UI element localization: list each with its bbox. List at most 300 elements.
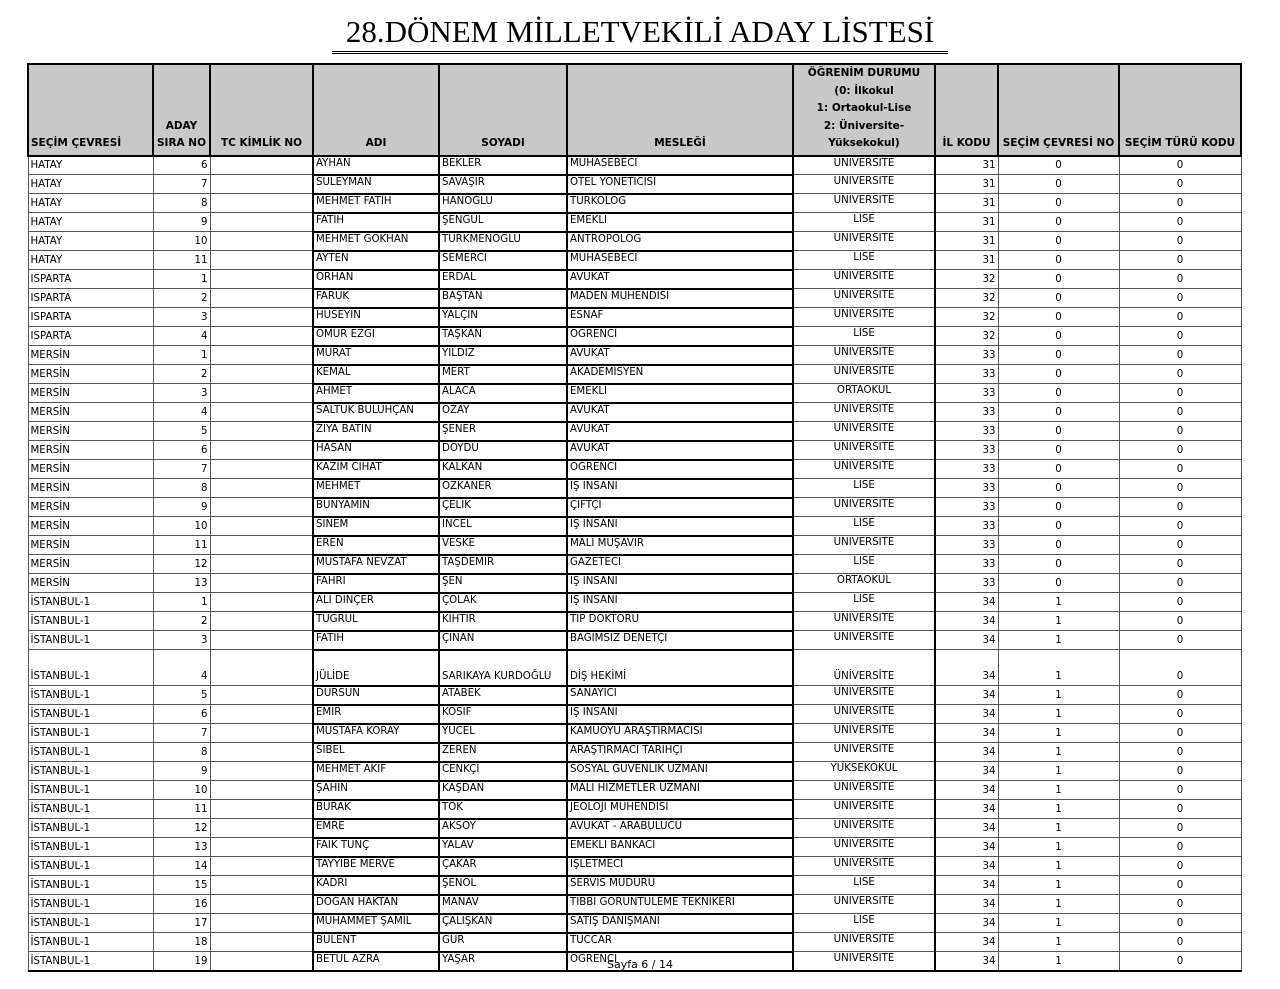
secim-cevresi-cell: HATAY xyxy=(28,251,153,270)
sira-no-cell: 10 xyxy=(153,517,210,536)
secim-cevresi-no-cell: 0 xyxy=(998,251,1119,270)
il-kodu-cell: 33 xyxy=(935,460,998,479)
tc-kimlik-cell xyxy=(210,650,313,686)
table-row xyxy=(28,933,1241,952)
table-row xyxy=(28,857,1241,876)
ogrenim-cell: LISE xyxy=(793,479,935,498)
table-row xyxy=(28,743,1241,762)
meslek-cell: EMEKLI xyxy=(567,213,793,232)
header-ogrenim-line4: 2: Üniversite- xyxy=(823,119,905,132)
sira-no-cell: 4 xyxy=(153,650,210,686)
sira-no-cell: 2 xyxy=(153,612,210,631)
header-aday-sira-no xyxy=(153,64,210,156)
meslek-cell: TIP DOKTORU xyxy=(567,612,793,631)
secim-turu-kodu-cell: 0 xyxy=(1119,536,1241,555)
adi-cell: BULENT xyxy=(313,933,439,952)
tc-kimlik-cell xyxy=(210,441,313,460)
adi-cell: AYHAN xyxy=(313,156,439,175)
tc-kimlik-cell xyxy=(210,213,313,232)
sira-no-cell: 13 xyxy=(153,574,210,593)
sira-no-cell: 8 xyxy=(153,479,210,498)
soyadi-cell: SARIKAYA KURDOĞLU xyxy=(439,650,567,686)
adi-cell: KEMAL xyxy=(313,365,439,384)
secim-cevresi-no-cell: 0 xyxy=(998,270,1119,289)
sira-no-cell: 8 xyxy=(153,743,210,762)
meslek-cell: MUHASEBECI xyxy=(567,156,793,175)
sira-no-cell: 16 xyxy=(153,895,210,914)
table-row xyxy=(28,914,1241,933)
secim-cevresi-cell: İSTANBUL-1 xyxy=(28,724,153,743)
secim-turu-kodu-cell: 0 xyxy=(1119,270,1241,289)
adi-cell: EREN xyxy=(313,536,439,555)
adi-cell: DOĞAN HAKTAN xyxy=(313,895,439,914)
secim-turu-kodu-cell: 0 xyxy=(1119,631,1241,650)
secim-cevresi-no-cell: 1 xyxy=(998,593,1119,612)
header-tc-kimlik-no: TC KİMLİK NO xyxy=(210,64,313,156)
secim-cevresi-cell: İSTANBUL-1 xyxy=(28,650,153,686)
sira-no-cell: 9 xyxy=(153,762,210,781)
il-kodu-cell: 33 xyxy=(935,346,998,365)
soyadi-cell: OZAY xyxy=(439,403,567,422)
secim-turu-kodu-cell: 0 xyxy=(1119,251,1241,270)
adi-cell: FATIH xyxy=(313,631,439,650)
il-kodu-cell: 32 xyxy=(935,289,998,308)
soyadi-cell: TOK xyxy=(439,800,567,819)
tc-kimlik-cell xyxy=(210,743,313,762)
meslek-cell: OTEL YONETICISI xyxy=(567,175,793,194)
il-kodu-cell: 34 xyxy=(935,743,998,762)
ogrenim-cell: UNIVERSITE xyxy=(793,838,935,857)
adi-cell: MURAT xyxy=(313,346,439,365)
soyadi-cell: TAŞKAN xyxy=(439,327,567,346)
soyadi-cell: SAVAŞIR xyxy=(439,175,567,194)
adi-cell: AHMET xyxy=(313,384,439,403)
secim-cevresi-cell: İSTANBUL-1 xyxy=(28,819,153,838)
table-row xyxy=(28,895,1241,914)
adi-cell: ŞAHIN xyxy=(313,781,439,800)
ogrenim-cell: UNIVERSITE xyxy=(793,194,935,213)
soyadi-cell: BEKLER xyxy=(439,156,567,175)
secim-turu-kodu-cell: 0 xyxy=(1119,232,1241,251)
ogrenim-cell: UNIVERSITE xyxy=(793,403,935,422)
sira-no-cell: 12 xyxy=(153,555,210,574)
tc-kimlik-cell xyxy=(210,781,313,800)
ogrenim-cell: UNIVERSITE xyxy=(793,346,935,365)
tc-kimlik-cell xyxy=(210,422,313,441)
tc-kimlik-cell xyxy=(210,175,313,194)
meslek-cell: ANTROPOLOG xyxy=(567,232,793,251)
secim-cevresi-cell: İSTANBUL-1 xyxy=(28,952,153,971)
secim-cevresi-no-cell: 1 xyxy=(998,762,1119,781)
adi-cell: MEHMET GOKHAN xyxy=(313,232,439,251)
table-row xyxy=(28,781,1241,800)
secim-cevresi-cell: MERSİN xyxy=(28,365,153,384)
secim-cevresi-cell: ISPARTA xyxy=(28,308,153,327)
table-row xyxy=(28,762,1241,781)
adi-cell: ÖMÜR EZGİ xyxy=(313,327,439,346)
secim-cevresi-cell: MERSİN xyxy=(28,441,153,460)
header-meslegi: MESLEĞİ xyxy=(567,64,793,156)
meslek-cell: BAĞIMSIZ DENETÇI xyxy=(567,631,793,650)
soyadi-cell: KAŞDAN xyxy=(439,781,567,800)
ogrenim-cell: UNIVERSITE xyxy=(793,232,935,251)
tc-kimlik-cell xyxy=(210,289,313,308)
meslek-cell: AVUKAT xyxy=(567,403,793,422)
soyadi-cell: TAŞDEMIR xyxy=(439,555,567,574)
secim-cevresi-no-cell: 0 xyxy=(998,232,1119,251)
il-kodu-cell: 31 xyxy=(935,232,998,251)
tc-kimlik-cell xyxy=(210,876,313,895)
adi-cell: KAZIM CIHAT xyxy=(313,460,439,479)
tc-kimlik-cell xyxy=(210,857,313,876)
secim-turu-kodu-cell: 0 xyxy=(1119,705,1241,724)
sira-no-cell: 1 xyxy=(153,593,210,612)
adi-cell: TAYYIBE MERVE xyxy=(313,857,439,876)
tc-kimlik-cell xyxy=(210,574,313,593)
sira-no-cell: 2 xyxy=(153,365,210,384)
table-row xyxy=(28,498,1241,517)
adi-cell: HASAN xyxy=(313,441,439,460)
sira-no-cell: 11 xyxy=(153,251,210,270)
secim-turu-kodu-cell: 0 xyxy=(1119,857,1241,876)
table-row xyxy=(28,251,1241,270)
ogrenim-cell: UNIVERSITE xyxy=(793,612,935,631)
adi-cell: MUSTAFA NEVZAT xyxy=(313,555,439,574)
secim-turu-kodu-cell: 0 xyxy=(1119,441,1241,460)
tc-kimlik-cell xyxy=(210,479,313,498)
secim-cevresi-no-cell: 1 xyxy=(998,933,1119,952)
il-kodu-cell: 34 xyxy=(935,593,998,612)
ogrenim-cell: UNIVERSITE xyxy=(793,819,935,838)
il-kodu-cell: 33 xyxy=(935,384,998,403)
sira-no-cell: 19 xyxy=(153,952,210,971)
meslek-cell: ARAŞTIRMACI TARIHÇI xyxy=(567,743,793,762)
secim-cevresi-cell: İSTANBUL-1 xyxy=(28,781,153,800)
sira-no-cell: 9 xyxy=(153,498,210,517)
secim-cevresi-cell: MERSİN xyxy=(28,498,153,517)
il-kodu-cell: 34 xyxy=(935,650,998,686)
adi-cell: DURSUN xyxy=(313,686,439,705)
il-kodu-cell: 33 xyxy=(935,365,998,384)
meslek-cell: TURKOLOG xyxy=(567,194,793,213)
adi-cell: FAHRI xyxy=(313,574,439,593)
secim-cevresi-no-cell: 0 xyxy=(998,289,1119,308)
sira-no-cell: 17 xyxy=(153,914,210,933)
meslek-cell: IŞ INSANI xyxy=(567,705,793,724)
il-kodu-cell: 32 xyxy=(935,270,998,289)
ogrenim-cell: UNIVERSITE xyxy=(793,460,935,479)
meslek-cell: AKADEMISYEN xyxy=(567,365,793,384)
meslek-cell: TIBBI GORUNTULEME TEKNIKERI xyxy=(567,895,793,914)
il-kodu-cell: 34 xyxy=(935,800,998,819)
adi-cell: AYTEN xyxy=(313,251,439,270)
adi-cell: ALI DINÇER xyxy=(313,593,439,612)
secim-cevresi-cell: İSTANBUL-1 xyxy=(28,612,153,631)
table-row xyxy=(28,422,1241,441)
secim-cevresi-cell: MERSİN xyxy=(28,422,153,441)
sira-no-cell: 7 xyxy=(153,460,210,479)
meslek-cell: MALI MUŞAVIR xyxy=(567,536,793,555)
soyadi-cell: YUCEL xyxy=(439,724,567,743)
ogrenim-cell: UNIVERSITE xyxy=(793,724,935,743)
il-kodu-cell: 33 xyxy=(935,498,998,517)
tc-kimlik-cell xyxy=(210,895,313,914)
il-kodu-cell: 33 xyxy=(935,479,998,498)
adi-cell: BUNYAMIN xyxy=(313,498,439,517)
ogrenim-cell: UNIVERSITE xyxy=(793,781,935,800)
il-kodu-cell: 34 xyxy=(935,819,998,838)
secim-cevresi-cell: MERSİN xyxy=(28,517,153,536)
secim-cevresi-no-cell: 0 xyxy=(998,422,1119,441)
soyadi-cell: HANOĞLU xyxy=(439,194,567,213)
secim-cevresi-no-cell: 0 xyxy=(998,194,1119,213)
secim-cevresi-no-cell: 0 xyxy=(998,365,1119,384)
tc-kimlik-cell xyxy=(210,365,313,384)
table-row xyxy=(28,156,1241,175)
ogrenim-cell: LİSE xyxy=(793,593,935,612)
adi-cell: TUĞRUL xyxy=(313,612,439,631)
secim-cevresi-cell: İSTANBUL-1 xyxy=(28,857,153,876)
ogrenim-cell: LİSE xyxy=(793,327,935,346)
table-row xyxy=(28,270,1241,289)
secim-turu-kodu-cell: 0 xyxy=(1119,914,1241,933)
secim-cevresi-cell: HATAY xyxy=(28,175,153,194)
meslek-cell: IŞ INSANI xyxy=(567,593,793,612)
ogrenim-cell: UNIVERSITE xyxy=(793,800,935,819)
secim-turu-kodu-cell: 0 xyxy=(1119,933,1241,952)
sira-no-cell: 3 xyxy=(153,631,210,650)
adi-cell: EMIR xyxy=(313,705,439,724)
meslek-cell: OĞRENCI xyxy=(567,952,793,971)
table-row xyxy=(28,612,1241,631)
il-kodu-cell: 33 xyxy=(935,555,998,574)
meslek-cell: AVUKAT xyxy=(567,346,793,365)
il-kodu-cell: 33 xyxy=(935,517,998,536)
soyadi-cell: ŞENGUL xyxy=(439,213,567,232)
secim-turu-kodu-cell: 0 xyxy=(1119,724,1241,743)
soyadi-cell: CENKÇI xyxy=(439,762,567,781)
secim-cevresi-no-cell: 1 xyxy=(998,781,1119,800)
il-kodu-cell: 34 xyxy=(935,914,998,933)
secim-cevresi-cell: HATAY xyxy=(28,194,153,213)
header-secim-cevresi: SEÇİM ÇEVRESİ xyxy=(28,64,153,156)
adi-cell: SULEYMAN xyxy=(313,175,439,194)
secim-cevresi-no-cell: 0 xyxy=(998,479,1119,498)
header-ogrenim-line2: (0: İlkokul xyxy=(834,84,894,97)
ogrenim-cell: UNIVERSITE xyxy=(793,857,935,876)
adi-cell: SALTUK BULUHÇAN xyxy=(313,403,439,422)
secim-cevresi-no-cell: 1 xyxy=(998,914,1119,933)
secim-turu-kodu-cell: 0 xyxy=(1119,800,1241,819)
secim-turu-kodu-cell: 0 xyxy=(1119,743,1241,762)
meslek-cell: IŞ INSANI xyxy=(567,479,793,498)
tc-kimlik-cell xyxy=(210,838,313,857)
tc-kimlik-cell xyxy=(210,517,313,536)
secim-cevresi-cell: MERSİN xyxy=(28,346,153,365)
meslek-cell: OĞRENCI xyxy=(567,460,793,479)
sira-no-cell: 10 xyxy=(153,781,210,800)
secim-turu-kodu-cell: 0 xyxy=(1119,895,1241,914)
secim-cevresi-cell: HATAY xyxy=(28,232,153,251)
secim-cevresi-cell: MERSİN xyxy=(28,574,153,593)
meslek-cell: MALI HIZMETLER UZMANI xyxy=(567,781,793,800)
sira-no-cell: 4 xyxy=(153,327,210,346)
table-body xyxy=(28,156,1241,971)
ogrenim-cell: UNIVERSITE xyxy=(793,289,935,308)
soyadi-cell: ÇAKAR xyxy=(439,857,567,876)
sira-no-cell: 7 xyxy=(153,175,210,194)
soyadi-cell: KOSIF xyxy=(439,705,567,724)
soyadi-cell: ÇOLAK xyxy=(439,593,567,612)
sira-no-cell: 13 xyxy=(153,838,210,857)
il-kodu-cell: 34 xyxy=(935,895,998,914)
meslek-cell: SERVIS MUDURU xyxy=(567,876,793,895)
soyadi-cell: MANAV xyxy=(439,895,567,914)
secim-cevresi-no-cell: 0 xyxy=(998,574,1119,593)
meslek-cell: AVUKAT xyxy=(567,270,793,289)
secim-cevresi-cell: İSTANBUL-1 xyxy=(28,593,153,612)
table-row xyxy=(28,838,1241,857)
secim-cevresi-no-cell: 1 xyxy=(998,838,1119,857)
adi-cell: FARUK xyxy=(313,289,439,308)
il-kodu-cell: 31 xyxy=(935,251,998,270)
tc-kimlik-cell xyxy=(210,327,313,346)
meslek-cell: AVUKAT - ARABULUCU xyxy=(567,819,793,838)
tc-kimlik-cell xyxy=(210,705,313,724)
soyadi-cell: ATABEK xyxy=(439,686,567,705)
secim-cevresi-no-cell: 0 xyxy=(998,384,1119,403)
soyadi-cell: ERDAL xyxy=(439,270,567,289)
table-row xyxy=(28,175,1241,194)
soyadi-cell: ŞENER xyxy=(439,422,567,441)
il-kodu-cell: 33 xyxy=(935,422,998,441)
sira-no-cell: 1 xyxy=(153,270,210,289)
meslek-cell: IŞLETMECI xyxy=(567,857,793,876)
header-secim-turu-kodu: SEÇİM TÜRÜ KODU xyxy=(1119,64,1241,156)
tc-kimlik-cell xyxy=(210,498,313,517)
meslek-cell: SANAYICI xyxy=(567,686,793,705)
ogrenim-cell: LISE xyxy=(793,251,935,270)
table-row xyxy=(28,819,1241,838)
soyadi-cell: OZKANER xyxy=(439,479,567,498)
secim-cevresi-no-cell: 1 xyxy=(998,857,1119,876)
meslek-cell: MUHASEBECI xyxy=(567,251,793,270)
secim-cevresi-no-cell: 1 xyxy=(998,724,1119,743)
il-kodu-cell: 31 xyxy=(935,156,998,175)
secim-cevresi-no-cell: 1 xyxy=(998,895,1119,914)
page-title-text: 28.DÖNEM MİLLETVEKİLİ ADAY LİSTESİ xyxy=(332,14,948,54)
sira-no-cell: 3 xyxy=(153,384,210,403)
ogrenim-cell: UNIVERSITE xyxy=(793,631,935,650)
tc-kimlik-cell xyxy=(210,819,313,838)
meslek-cell: EMEKLI xyxy=(567,384,793,403)
ogrenim-cell: UNIVERSITE xyxy=(793,705,935,724)
soyadi-cell: VESKE xyxy=(439,536,567,555)
ogrenim-cell: UNIVERSITE xyxy=(793,365,935,384)
table-row xyxy=(28,724,1241,743)
sira-no-cell: 14 xyxy=(153,857,210,876)
tc-kimlik-cell xyxy=(210,631,313,650)
meslek-cell: MADEN MUHENDISI xyxy=(567,289,793,308)
soyadi-cell: BAŞTAN xyxy=(439,289,567,308)
secim-turu-kodu-cell: 0 xyxy=(1119,517,1241,536)
tc-kimlik-cell xyxy=(210,308,313,327)
il-kodu-cell: 34 xyxy=(935,781,998,800)
meslek-cell: IŞ INSANI xyxy=(567,517,793,536)
secim-cevresi-cell: ISPARTA xyxy=(28,270,153,289)
secim-turu-kodu-cell: 0 xyxy=(1119,555,1241,574)
sira-no-cell: 12 xyxy=(153,819,210,838)
secim-cevresi-no-cell: 1 xyxy=(998,743,1119,762)
candidate-table xyxy=(27,63,1242,972)
ogrenim-cell: UNIVERSITE xyxy=(793,536,935,555)
secim-cevresi-no-cell: 0 xyxy=(998,213,1119,232)
secim-cevresi-no-cell: 1 xyxy=(998,876,1119,895)
ogrenim-cell: LISE xyxy=(793,555,935,574)
ogrenim-cell: UNIVERSITE xyxy=(793,895,935,914)
il-kodu-cell: 34 xyxy=(935,612,998,631)
secim-cevresi-no-cell: 0 xyxy=(998,517,1119,536)
ogrenim-cell: ORTAOKUL xyxy=(793,574,935,593)
adi-cell: BETUL AZRA xyxy=(313,952,439,971)
secim-turu-kodu-cell: 0 xyxy=(1119,762,1241,781)
soyadi-cell: YALAV xyxy=(439,838,567,857)
meslek-cell: GAZETECI xyxy=(567,555,793,574)
secim-cevresi-cell: İSTANBUL-1 xyxy=(28,705,153,724)
header-ogrenim-line1: ÖĞRENİM DURUMU xyxy=(807,67,921,79)
header-ogrenim-durumu xyxy=(793,64,935,156)
tc-kimlik-cell xyxy=(210,800,313,819)
secim-cevresi-cell: ISPARTA xyxy=(28,327,153,346)
secim-cevresi-no-cell: 1 xyxy=(998,800,1119,819)
soyadi-cell: SEMERCI xyxy=(439,251,567,270)
tc-kimlik-cell xyxy=(210,251,313,270)
tc-kimlik-cell xyxy=(210,914,313,933)
soyadi-cell: DOYDU xyxy=(439,441,567,460)
adi-cell: KADRI xyxy=(313,876,439,895)
tc-kimlik-cell xyxy=(210,403,313,422)
tc-kimlik-cell xyxy=(210,460,313,479)
meslek-cell: SOSYAL GUVENLIK UZMANI xyxy=(567,762,793,781)
meslek-cell: IŞ INSANI xyxy=(567,574,793,593)
secim-turu-kodu-cell: 0 xyxy=(1119,876,1241,895)
adi-cell: MEHMET AKIF xyxy=(313,762,439,781)
sira-no-cell: 1 xyxy=(153,346,210,365)
il-kodu-cell: 34 xyxy=(935,686,998,705)
header-aday-line2: SIRA NO xyxy=(156,137,207,149)
il-kodu-cell: 32 xyxy=(935,308,998,327)
soyadi-cell: ŞENOL xyxy=(439,876,567,895)
meslek-cell: TUCCAR xyxy=(567,933,793,952)
sira-no-cell: 11 xyxy=(153,536,210,555)
secim-turu-kodu-cell: 0 xyxy=(1119,384,1241,403)
table-row xyxy=(28,555,1241,574)
soyadi-cell: ŞEN xyxy=(439,574,567,593)
header-adi: ADI xyxy=(313,64,439,156)
secim-cevresi-no-cell: 1 xyxy=(998,819,1119,838)
secim-turu-kodu-cell: 0 xyxy=(1119,289,1241,308)
sira-no-cell: 7 xyxy=(153,724,210,743)
secim-cevresi-cell: MERSİN xyxy=(28,479,153,498)
table-row xyxy=(28,593,1241,612)
table-row xyxy=(28,517,1241,536)
soyadi-cell: ZEREN xyxy=(439,743,567,762)
sira-no-cell: 5 xyxy=(153,686,210,705)
adi-cell: MUHAMMET ŞAMIL xyxy=(313,914,439,933)
sira-no-cell: 8 xyxy=(153,194,210,213)
meslek-cell: ÖĞRENCİ xyxy=(567,327,793,346)
tc-kimlik-cell xyxy=(210,232,313,251)
